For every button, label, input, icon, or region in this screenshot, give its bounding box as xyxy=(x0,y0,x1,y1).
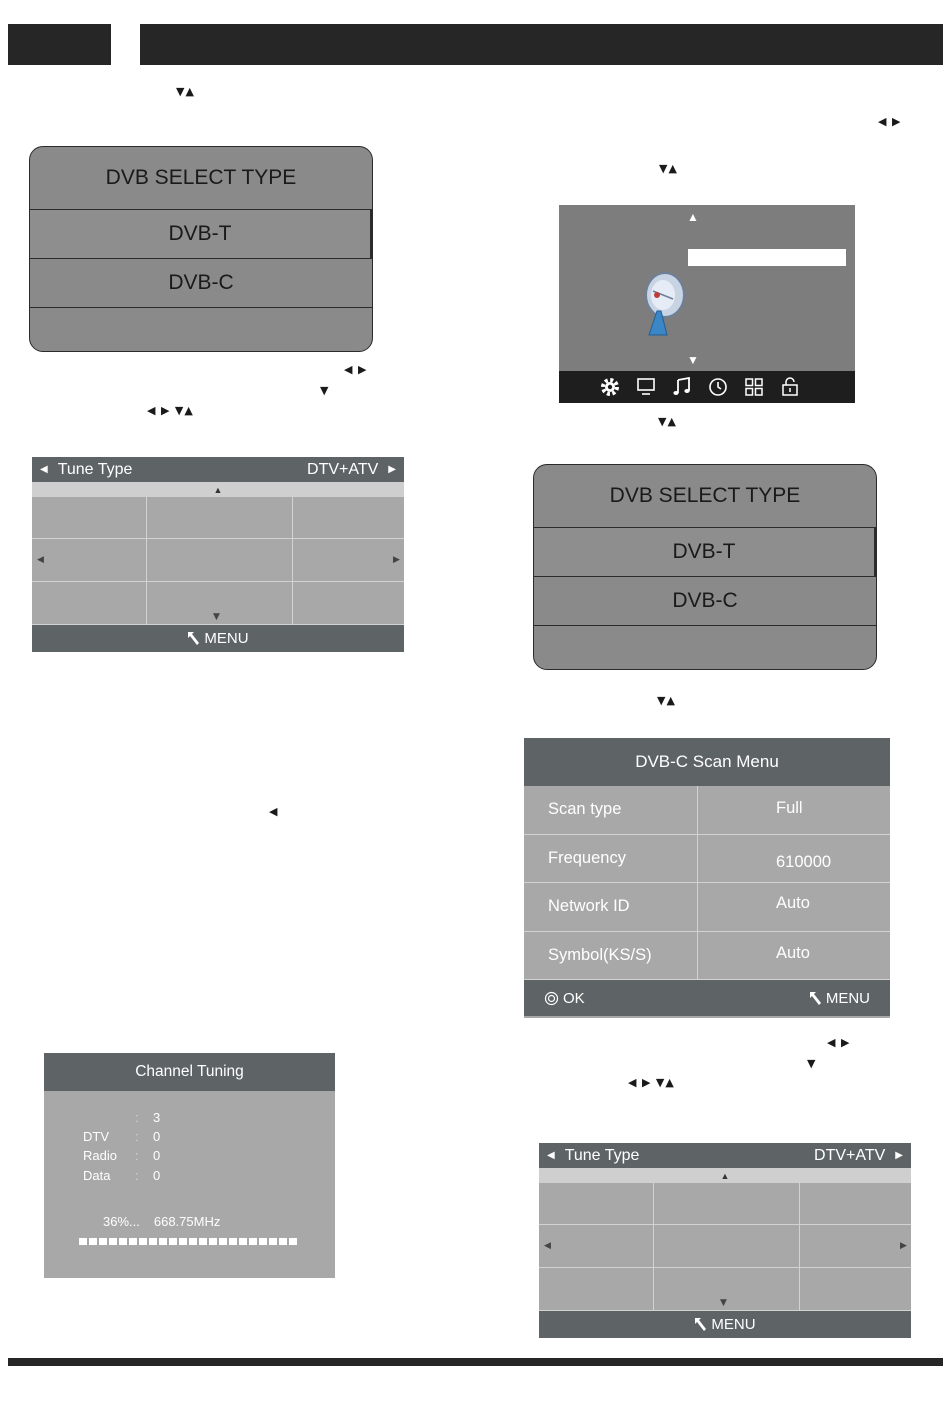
channel-tuning-title: Channel Tuning xyxy=(44,1053,335,1091)
tv-setup-menu xyxy=(559,205,855,403)
progress-segment xyxy=(139,1238,147,1245)
grid-left-arrow-icon[interactable]: ◀ xyxy=(544,1241,551,1251)
back-arrow-icon xyxy=(809,991,822,1006)
scan-row-value[interactable]: Auto xyxy=(776,943,810,962)
satellite-dish-icon xyxy=(639,271,689,337)
grid-cell[interactable] xyxy=(293,497,404,539)
arrow-glyph-down: ▼ xyxy=(320,384,330,397)
tuning-row-separator: : xyxy=(135,1128,139,1144)
arrow-glyph-down-up: ▼▲ xyxy=(657,694,676,707)
grid-icon[interactable] xyxy=(743,376,765,398)
grid-cell[interactable] xyxy=(147,539,293,582)
scan-row-key: Network ID xyxy=(524,883,698,931)
channel-tuning-panel xyxy=(44,1053,335,1278)
progress-segment xyxy=(129,1238,137,1245)
tuning-row-value: 3 xyxy=(153,1109,161,1125)
back-arrow-icon xyxy=(694,1317,707,1332)
music-note-icon[interactable] xyxy=(671,376,693,398)
arrow-glyph-down-up: ▼▲ xyxy=(658,415,677,428)
arrow-glyph-left-right: ◀ ▶ xyxy=(878,115,902,128)
dvbc-scan-menu xyxy=(524,738,890,1018)
arrow-glyph-left: ◀ xyxy=(269,805,279,818)
tune-type-panel xyxy=(32,457,404,652)
scan-row-key: Symbol(KS/S) xyxy=(524,932,698,980)
grid-cell[interactable] xyxy=(293,582,404,625)
progress-segment xyxy=(179,1238,187,1245)
footer-bar xyxy=(8,1358,943,1366)
tuning-row-label: DTV xyxy=(83,1128,109,1144)
progress-segment xyxy=(169,1238,177,1245)
progress-segment xyxy=(119,1238,127,1245)
tune-type-footer[interactable] xyxy=(32,625,404,652)
menu-label: MENU xyxy=(711,1316,756,1333)
arrow-left-icon[interactable]: ◀ xyxy=(40,464,48,475)
clock-icon[interactable] xyxy=(707,376,729,398)
tune-type-grid xyxy=(32,497,404,625)
tuning-row-separator: : xyxy=(135,1109,139,1125)
grid-cell[interactable] xyxy=(654,1268,800,1311)
scan-row-frequency[interactable] xyxy=(524,835,890,884)
ok-circle-icon xyxy=(544,991,559,1006)
scan-row-symbol[interactable] xyxy=(524,932,890,981)
grid-cell[interactable] xyxy=(539,1268,654,1311)
progress-segment xyxy=(229,1238,237,1245)
tuning-progress-bar xyxy=(79,1238,297,1245)
tune-type-footer[interactable] xyxy=(539,1311,911,1338)
grid-cell[interactable] xyxy=(800,1183,911,1225)
tuning-row-value: 0 xyxy=(153,1167,161,1183)
grid-down-arrow-icon[interactable]: ▼ xyxy=(213,612,220,622)
grid-cell[interactable] xyxy=(147,582,293,625)
tuning-row-label: Data xyxy=(83,1167,111,1183)
progress-frequency: 668.75MHz xyxy=(153,1214,221,1229)
scan-row-value[interactable]: Full xyxy=(776,799,803,817)
tuning-row xyxy=(83,1147,183,1163)
dvb-option-dvb-t[interactable]: DVB-T xyxy=(30,210,372,259)
tune-type-header[interactable] xyxy=(32,457,404,482)
grid-cell[interactable] xyxy=(654,1183,800,1225)
tune-type-grid xyxy=(539,1183,911,1311)
progress-segment xyxy=(219,1238,227,1245)
monitor-icon[interactable] xyxy=(635,376,657,398)
grid-cell[interactable] xyxy=(539,1225,654,1268)
dvb-select-dialog xyxy=(533,464,877,670)
grid-right-arrow-icon[interactable]: ▶ xyxy=(393,555,400,565)
scan-row-value[interactable]: Auto xyxy=(776,894,810,912)
menu-label: MENU xyxy=(204,630,249,647)
progress-segment xyxy=(79,1238,87,1245)
tuning-row xyxy=(83,1109,183,1125)
progress-segment xyxy=(269,1238,277,1245)
progress-segment xyxy=(199,1238,207,1245)
ok-label: OK xyxy=(563,989,585,1007)
scan-row-key: Frequency xyxy=(524,835,698,883)
grid-left-arrow-icon[interactable]: ◀ xyxy=(37,555,44,565)
progress-segment xyxy=(259,1238,267,1245)
tuning-progress-text xyxy=(103,1214,220,1229)
scan-row-network-id[interactable] xyxy=(524,883,890,932)
menu-label: MENU xyxy=(825,989,870,1007)
arrow-right-icon[interactable]: ▶ xyxy=(895,1150,903,1161)
grid-cell[interactable] xyxy=(800,1268,911,1311)
ok-button[interactable] xyxy=(544,990,585,1007)
arrow-glyph-down-up: ▼▲ xyxy=(659,162,678,175)
progress-segment xyxy=(159,1238,167,1245)
scroll-up-icon[interactable]: ▲ xyxy=(687,210,699,224)
grid-cell[interactable] xyxy=(147,497,293,539)
dvb-option-dvb-c[interactable]: DVB-C xyxy=(30,259,372,308)
tune-type-value: DTV+ATV xyxy=(814,1146,886,1164)
tune-type-label: Tune Type xyxy=(57,460,133,478)
back-arrow-icon xyxy=(187,631,200,646)
progress-segment xyxy=(289,1238,297,1245)
dvb-select-title: DVB SELECT TYPE xyxy=(534,465,876,528)
progress-segment xyxy=(99,1238,107,1245)
arrow-left-icon[interactable]: ◀ xyxy=(547,1150,555,1161)
tuning-row-label: Radio xyxy=(83,1147,117,1163)
tune-type-panel xyxy=(539,1143,911,1338)
grid-cell[interactable] xyxy=(32,497,147,539)
tuning-row-value: 0 xyxy=(153,1128,161,1144)
grid-down-arrow-icon[interactable]: ▼ xyxy=(720,1298,727,1308)
grid-cell[interactable] xyxy=(293,539,404,582)
arrow-glyph-left-right: ◀ ▶ xyxy=(344,363,368,376)
scan-row-key: Scan type xyxy=(524,786,698,834)
tune-type-label: Tune Type xyxy=(564,1146,640,1164)
gear-icon[interactable] xyxy=(599,376,621,398)
tune-type-value: DTV+ATV xyxy=(307,460,379,478)
grid-cell[interactable] xyxy=(800,1225,911,1268)
scan-row-value[interactable]: 610000 xyxy=(776,853,832,871)
tuning-row-separator: : xyxy=(135,1147,139,1163)
dvb-option-dvb-t[interactable]: DVB-T xyxy=(534,528,876,577)
scan-menu-footer xyxy=(524,980,890,1016)
dvb-select-dialog xyxy=(29,146,373,352)
tuning-row xyxy=(83,1128,183,1144)
tuning-row-separator: : xyxy=(135,1167,139,1183)
progress-segment xyxy=(249,1238,257,1245)
grid-cell[interactable] xyxy=(539,1183,654,1225)
dvb-select-title: DVB SELECT TYPE xyxy=(30,147,372,210)
menu-icon-bar xyxy=(559,371,855,403)
progress-segment xyxy=(279,1238,287,1245)
header-bar-left xyxy=(8,24,111,65)
arrow-glyph-all: ◀ ▶ ▼▲ xyxy=(628,1076,675,1089)
tuning-row xyxy=(83,1167,183,1183)
progress-segment xyxy=(109,1238,117,1245)
arrow-right-icon[interactable]: ▶ xyxy=(388,464,396,475)
grid-cell[interactable] xyxy=(32,539,147,582)
lock-icon[interactable] xyxy=(779,376,801,398)
grid-cell[interactable] xyxy=(654,1225,800,1268)
progress-percent: 36%... xyxy=(103,1214,140,1229)
menu-highlight-bar[interactable] xyxy=(688,249,846,266)
arrow-glyph-down: ▼ xyxy=(807,1057,817,1070)
progress-segment xyxy=(209,1238,217,1245)
dvb-option-dvb-c[interactable]: DVB-C xyxy=(534,577,876,626)
grid-cell[interactable] xyxy=(32,582,147,625)
progress-segment xyxy=(89,1238,97,1245)
scroll-up-icon[interactable]: ▲ xyxy=(539,1168,911,1183)
header-bar-right xyxy=(140,24,943,65)
arrow-glyph-down-up: ▼▲ xyxy=(176,85,195,98)
tune-type-header[interactable] xyxy=(539,1143,911,1168)
scroll-down-icon[interactable]: ▼ xyxy=(687,353,699,367)
scan-row-scan-type[interactable] xyxy=(524,786,890,835)
menu-button[interactable] xyxy=(809,990,870,1007)
progress-segment xyxy=(189,1238,197,1245)
grid-right-arrow-icon[interactable]: ▶ xyxy=(900,1241,907,1251)
tuning-row-value: 0 xyxy=(153,1147,161,1163)
arrow-glyph-left-right: ◀ ▶ xyxy=(827,1036,851,1049)
progress-segment xyxy=(149,1238,157,1245)
scan-menu-title: DVB-C Scan Menu xyxy=(524,738,890,786)
scroll-up-icon[interactable]: ▲ xyxy=(32,482,404,497)
progress-segment xyxy=(239,1238,247,1245)
arrow-glyph-all: ◀ ▶ ▼▲ xyxy=(147,404,194,417)
